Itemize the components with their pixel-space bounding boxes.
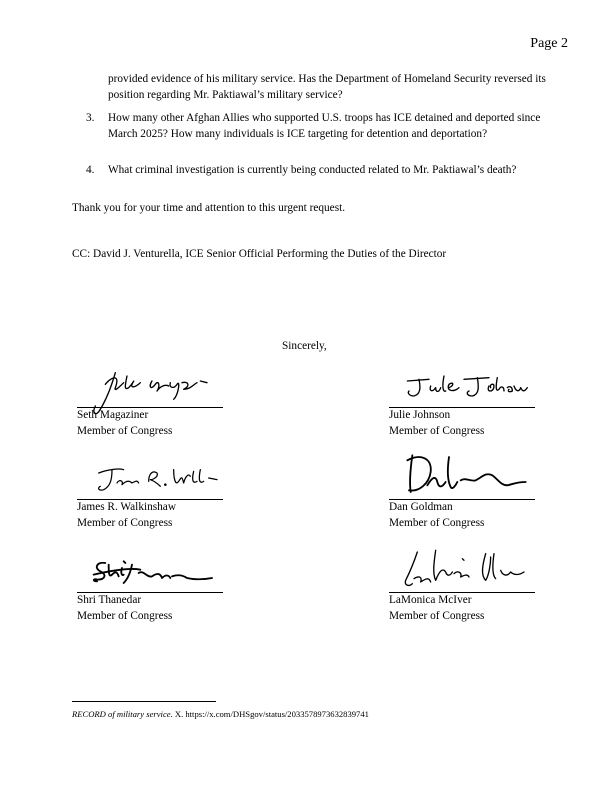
closing-sincerely: Sincerely, [282, 340, 327, 352]
page-number: Page 2 [530, 36, 568, 51]
signatory-title: Member of Congress [389, 610, 485, 622]
signatory-title: Member of Congress [389, 517, 485, 529]
signatory-title: Member of Congress [77, 425, 173, 437]
signatory-name: LaMonica McIver [389, 594, 472, 606]
signatory-name: Dan Goldman [389, 501, 453, 513]
footnote-rule [72, 701, 216, 702]
question-text: How many other Afghan Allies who supported U.S. troops has ICE detained and deported since March 2025? How many individuals is ICE targeting for detention and deportation? [108, 112, 541, 140]
cc-line: CC: David J. Venturella, ICE Senior Official Performing the Duties of the Director [72, 248, 447, 260]
handwritten-signature [389, 547, 549, 597]
question-item-4 [86, 163, 546, 179]
thank-you-line: Thank you for your time and attention to this urgent request. [72, 202, 346, 214]
question-text: What criminal investigation is currently being conducted related to Mr. Paktiawal’s death? [108, 164, 517, 176]
signatory-name: Seth Magaziner [77, 409, 149, 421]
signatory-name: Shri Thanedar [77, 594, 142, 606]
letter-continuation: provided evidence of his military service. Has the Department of Homeland Security reversed its position regarding Mr. Paktiawal’s military service? [108, 73, 546, 101]
signatory-name: James R. Walkinshaw [77, 501, 176, 513]
signatory-title: Member of Congress [77, 610, 173, 622]
signatory-title: Member of Congress [389, 425, 485, 437]
question-number: 4. [86, 164, 95, 176]
signatory-name: Julie Johnson [389, 409, 451, 421]
question-number: 3. [86, 112, 95, 124]
footnote [72, 709, 369, 719]
footnote-link-text: X. https://x.com/DHSgov/status/2033578973632839741 [172, 709, 369, 719]
signatory-title: Member of Congress [77, 517, 173, 529]
question-item-3 [86, 111, 546, 142]
footnote-italic: RECORD of military service. [72, 709, 173, 719]
handwritten-signature [389, 452, 549, 502]
